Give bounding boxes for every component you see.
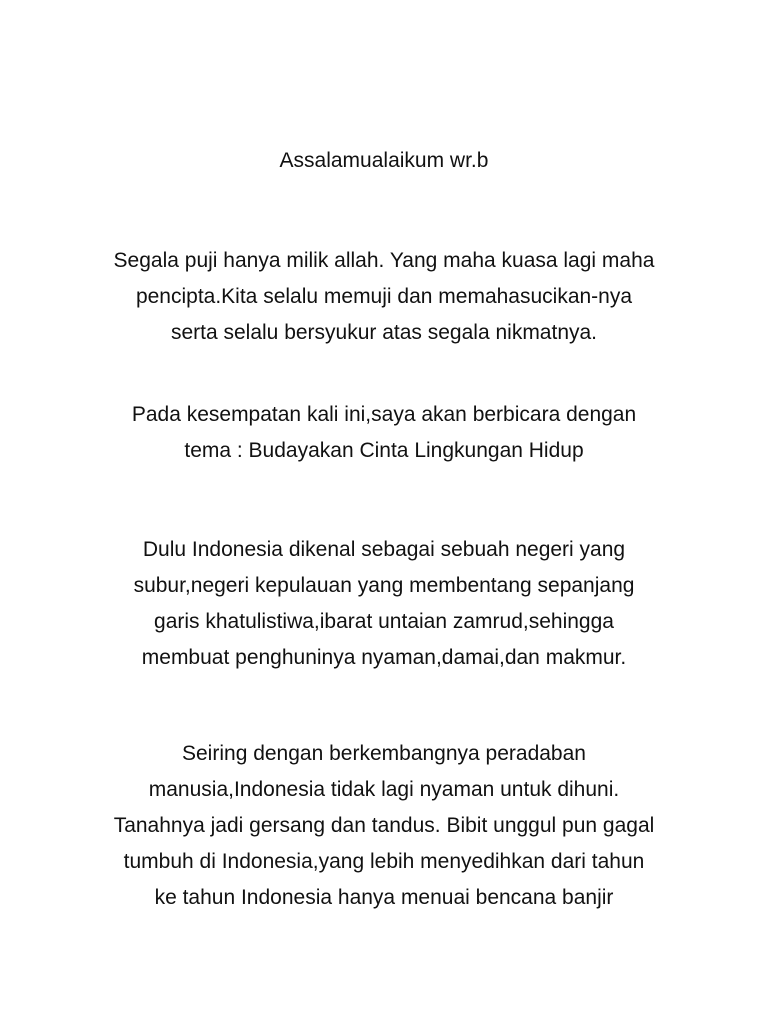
paragraph-line: Seiring dengan berkembangnya peradaban	[182, 742, 586, 765]
paragraph-line: membuat penghuninya nyaman,damai,dan makmur.	[141, 646, 627, 669]
paragraph-line: ke tahun Indonesia hanya menuai bencana banjir	[154, 886, 614, 909]
paragraph-theme	[64, 397, 704, 469]
paragraph-indonesia-past	[64, 532, 704, 676]
paragraph-line: tumbuh di Indonesia,yang lebih menyedihkan dari tahun	[123, 850, 645, 873]
paragraph-line: Pada kesempatan kali ini,saya akan berbicara dengan	[131, 403, 637, 426]
paragraph-line: manusia,Indonesia tidak lagi nyaman untuk dihuni.	[148, 778, 620, 801]
paragraph-line: tema : Budayakan Cinta Lingkungan Hidup	[184, 439, 584, 462]
greeting-text: Assalamualaikum wr.b	[279, 149, 489, 172]
paragraph-line: serta selalu bersyukur atas segala nikmatnya.	[170, 321, 598, 344]
paragraph-indonesia-present	[64, 736, 704, 916]
paragraph-opening-praise	[64, 243, 704, 351]
paragraph-line: garis khatulistiwa,ibarat untaian zamrud,sehingga	[154, 610, 614, 633]
paragraph-line: Dulu Indonesia dikenal sebagai sebuah negeri yang	[142, 538, 626, 561]
paragraph-line: pencipta.Kita selalu memuji dan memahasucikan-nya	[135, 285, 633, 308]
paragraph-line: Tanahnya jadi gersang dan tandus. Bibit unggul pun gagal	[113, 814, 655, 837]
paragraph-line: Segala puji hanya milik allah. Yang maha kuasa lagi maha	[113, 249, 655, 272]
greeting-heading	[64, 143, 704, 179]
paragraph-line: subur,negeri kepulauan yang membentang sepanjang	[133, 574, 635, 597]
